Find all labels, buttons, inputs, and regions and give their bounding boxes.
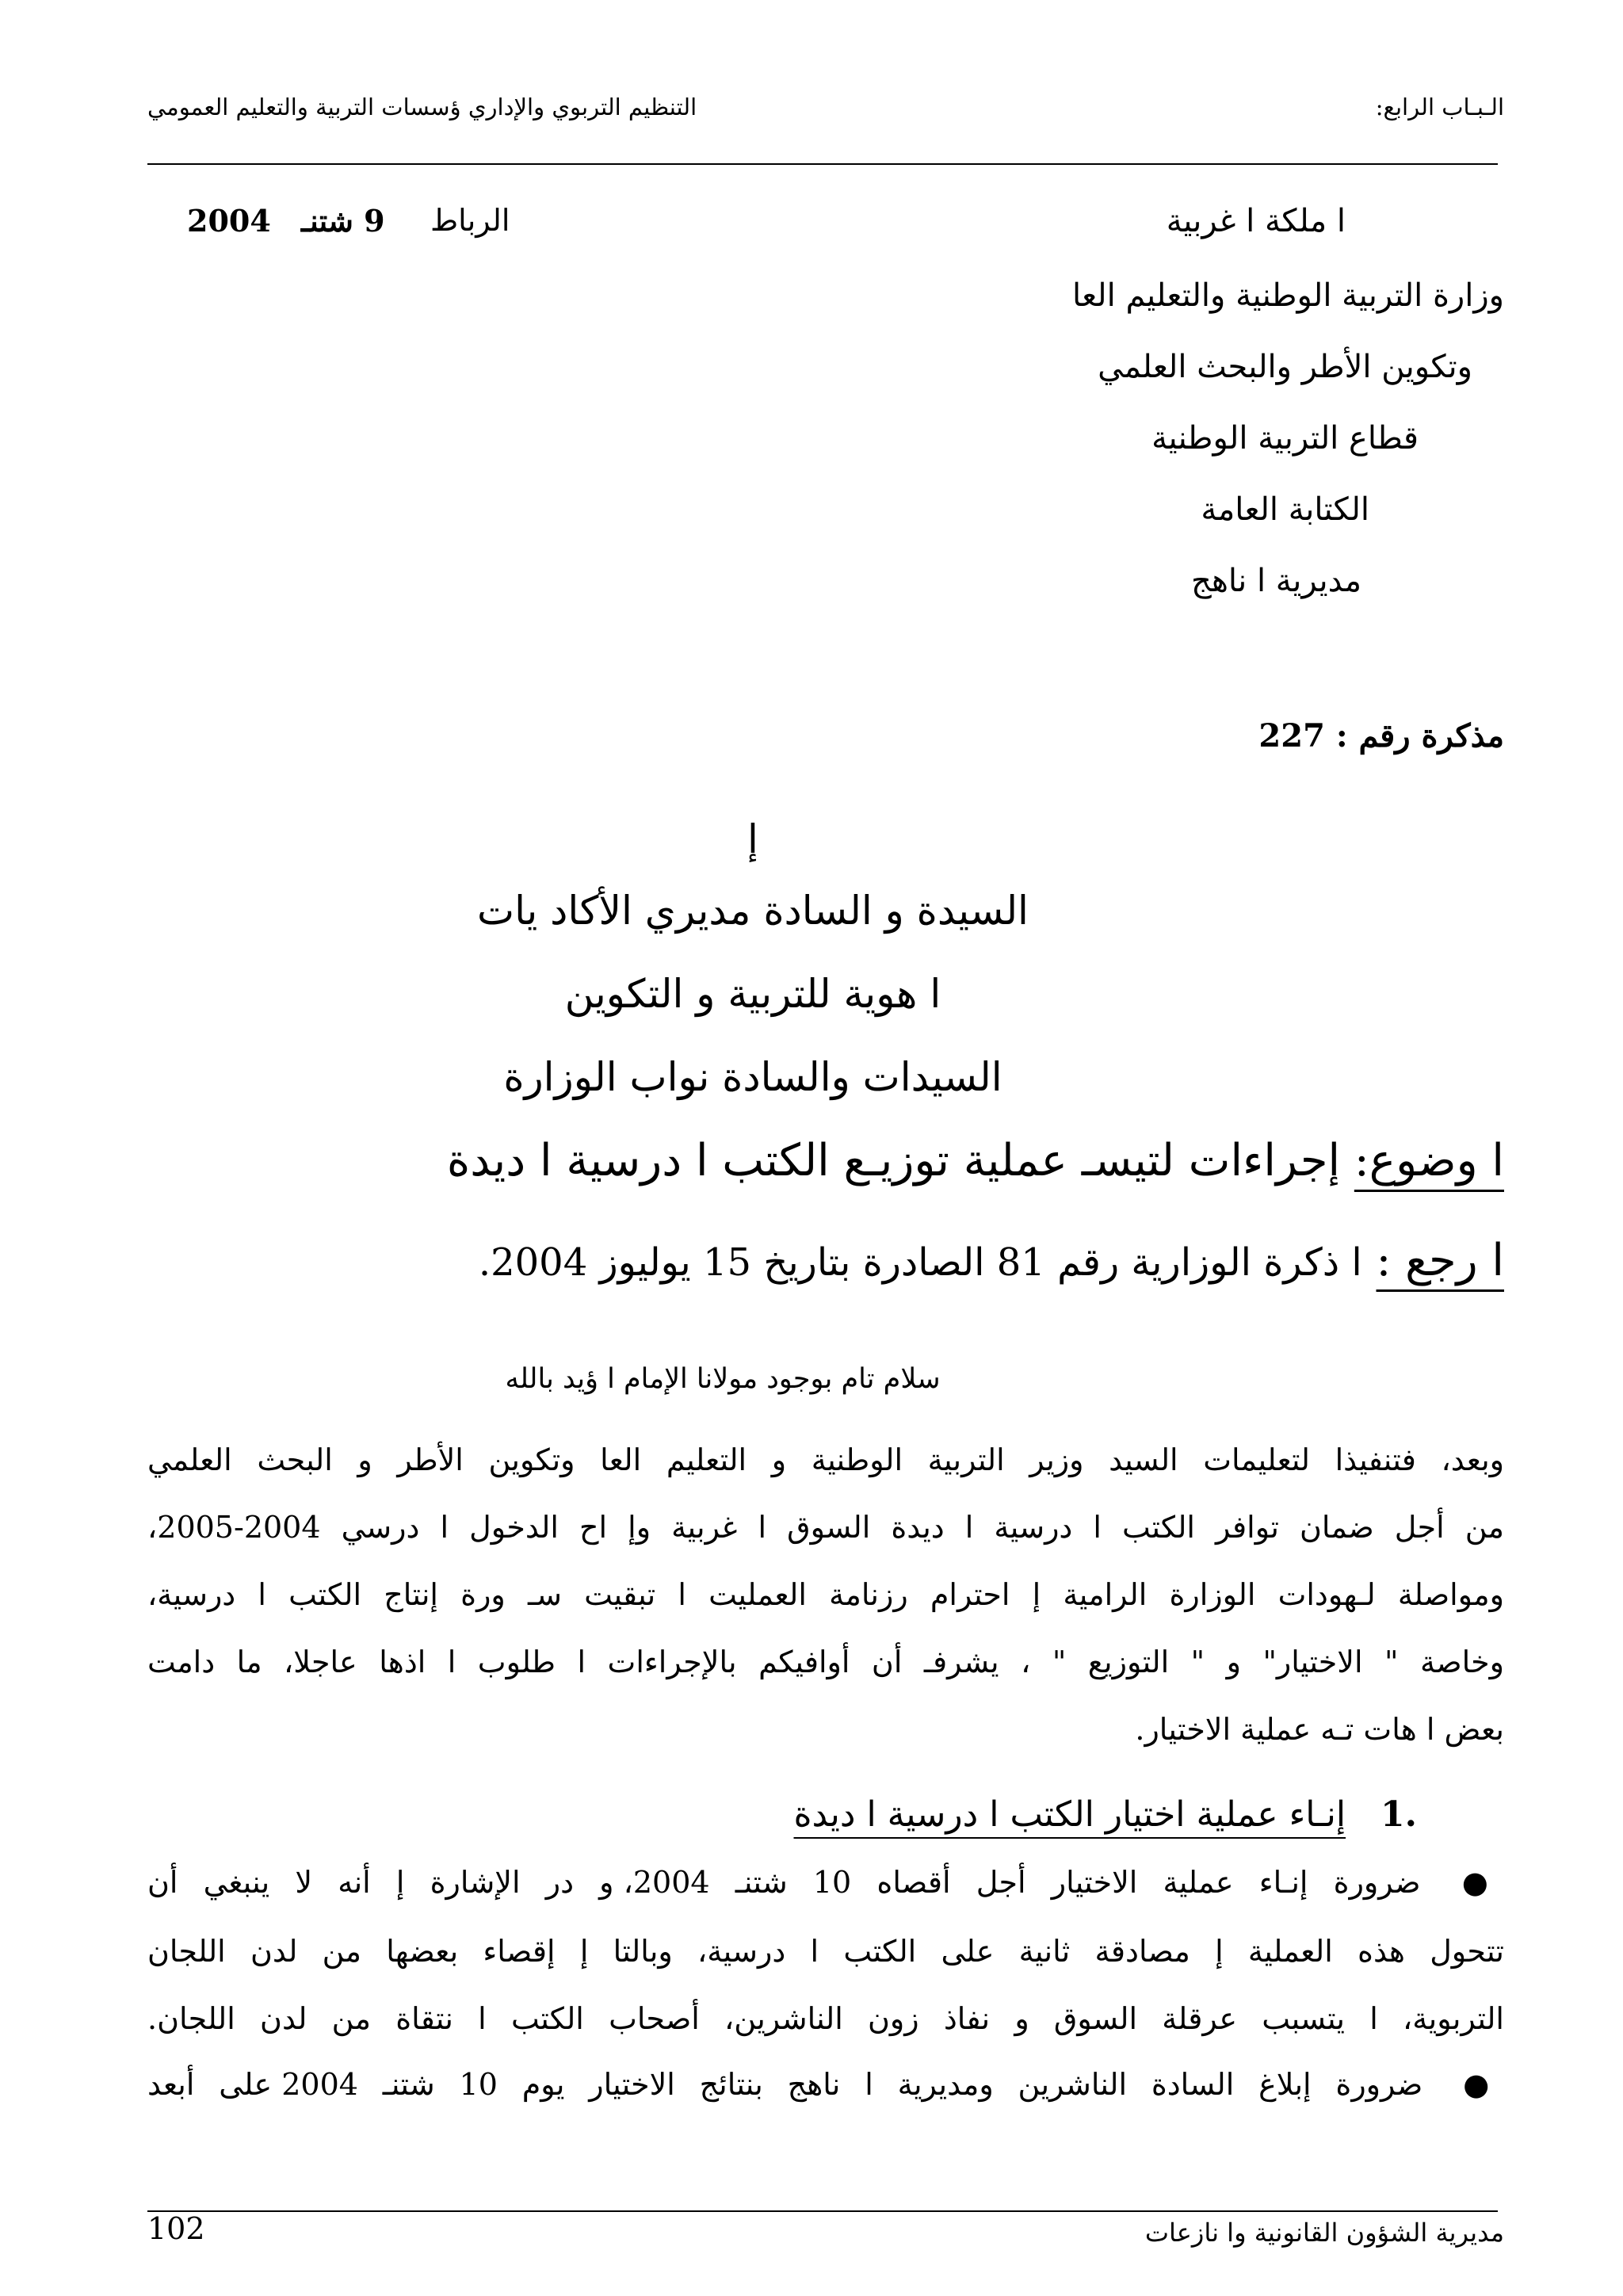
section-title-text: إنـاء عملية اختيار الكتب ا درسية ا ديدة — [793, 1794, 1346, 1835]
bullet-line: ضرورة إبلاغ السادة الناشرين ومديرية ا ناهج بنتائج الاختيار يوم 10 شتنـ 2004 على أبعد — [147, 2067, 1423, 2102]
date-day-month: 9 شتنـ — [301, 203, 385, 239]
body-line: من أجل ضمان توافر الكتب ا درسية ا ديدة السوق ا غربية وإ اح الدخول ا درسي 2004-2005، — [147, 1510, 1504, 1545]
bullet-line: تتحول هذه العملية إ مصادقة ثانية على الكتب ا درسية، وبالتا إ إقصاء بعضها من لدن اللجان — [147, 1934, 1504, 1969]
body-line: وبعد، فتنفيذا لتعليمات السيد وزير التربية الوطنية و التعليم العا وتكوين الأطر و البحث العلمي — [147, 1442, 1504, 1477]
greeting: سلام تام بوجود مولانا الإمام ا ؤيد بالله — [505, 1363, 941, 1395]
running-header-chapter: الـبـاب الرابع: — [1375, 94, 1504, 120]
recipient-line: السيدة و السادة مديري الأكاد يات — [477, 888, 1029, 934]
reference-label: ا رجع : — [1376, 1235, 1504, 1286]
section-title — [794, 1794, 1418, 1835]
bullet-icon: ● — [1463, 2067, 1504, 2102]
page-number: 102 — [147, 2211, 205, 2246]
header-divider — [147, 163, 1498, 165]
running-header-title: التنظيم التربوي والإداري ؤسسات التربية والتعليم العمومي — [147, 94, 697, 120]
subject-label: ا وضوع: — [1354, 1135, 1504, 1186]
org-line-directorate: مديرية ا ناهج — [1191, 563, 1361, 599]
bullet-line: ضرورة إنـاء عملية الاختيار أجل أقصاه 10 شتنـ 2004، و در الإشارة إ أنه لا ينبغي أن — [147, 1865, 1421, 1900]
place-city: الرباط — [430, 203, 510, 238]
bullet-line: التربوية، ا يتسبب عرقلة السوق و نفاذ زون الناشرين، أصحاب الكتب ا نتقاة من لدن اللجان. — [147, 2001, 1504, 2036]
body-line: وخاصة " الاختيار" و " التوزيع " ، يشرفـ أن أوافيكم بالإجراءات ا طلوب ا اذها عاجلا، ما دامت — [147, 1645, 1504, 1679]
bullet-item — [147, 2067, 1504, 2102]
subject-line — [447, 1135, 1504, 1186]
recipient-line: السيدات والسادة نواب الوزارة — [503, 1054, 1002, 1100]
body-line: بعض ا هات تـه عملية الاختيار. — [1135, 1712, 1504, 1747]
recipient-line: ا هوية للتربية و التكوين — [564, 971, 941, 1017]
body-line: ومواصلة لـهودات الوزارة الرامية إ احترام رزنامة العمليت ا تبقيت سـ ورة إنتاج الكتب ا درسية، — [147, 1577, 1504, 1612]
org-line-sector: قطاع التربية الوطنية — [1151, 420, 1419, 457]
recipient-to: إ — [747, 816, 758, 862]
reference-text: ا ذكرة الوزارية رقم 81 الصادرة بتاريخ 15 يوليوز 2004. — [478, 1240, 1362, 1285]
date-year: 2004 — [187, 203, 271, 239]
memo-number: مذكرة رقم : 227 — [1258, 717, 1504, 755]
org-line-secretariat: الكتابة العامة — [1201, 491, 1369, 528]
reference-line — [479, 1235, 1504, 1286]
org-line-kingdom: ا ملكة ا غربية — [1166, 203, 1346, 239]
subject-text: إجراءات لتيسـ عملية توزيـع الكتب ا درسية ا ديدة — [446, 1135, 1341, 1186]
org-line-training: وتكوين الأطر والبحث العلمي — [1098, 349, 1472, 385]
footer-divider — [147, 2210, 1498, 2212]
section-number: .1 — [1381, 1794, 1417, 1835]
footer-department: مديرية الشؤون القانونية وا نازعات — [1144, 2218, 1504, 2248]
org-line-ministry: وزارة التربية الوطنية والتعليم العا — [1071, 277, 1504, 314]
bullet-icon: ● — [1461, 1865, 1504, 1900]
bullet-item — [147, 1865, 1504, 1900]
